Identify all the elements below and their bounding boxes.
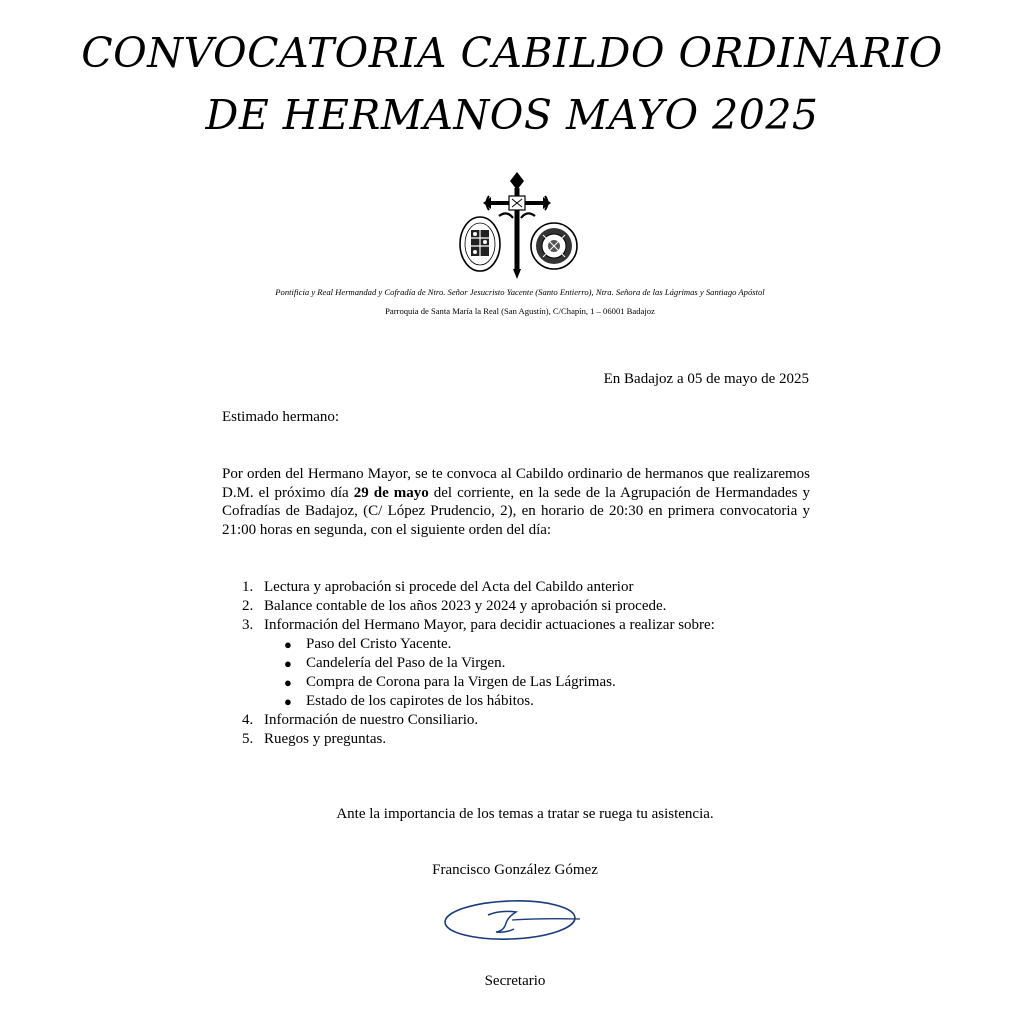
agenda-sub-list [222,635,715,711]
agenda-item-number: 1. [242,579,254,595]
agenda-sub-item [222,654,715,673]
greeting: Estimado hermano: [222,409,340,425]
agenda-item [222,597,715,616]
paragraph-text-end: del corriente, en la sede de la Agrupación de Hermandades y Cofradías de Badajoz, (C/ López Prudencio, 2), en horario de 20:30 en primera convocatoria y 21:00 horas en segunda, con el siguiente orden del día: [222,484,810,538]
title-line-1: CONVOCATORIA CABILDO ORDINARIO [81,29,943,77]
agenda-sub-item-text: Candelería del Paso de la Virgen. [306,655,506,671]
convocation-paragraph [222,465,810,539]
agenda-item [222,711,715,730]
agenda-list [222,578,715,749]
bullet-icon: ● [284,675,292,690]
closing-sentence: Ante la importancia de los temas a tratar se ruega tu asistencia. [336,806,714,822]
agenda-item-text: Balance contable de los años 2023 y 2024 y aprobación si procede. [264,598,667,614]
agenda-item [222,578,715,597]
meeting-date-highlight: 29 de mayo [353,484,429,501]
agenda-sub-item [222,635,715,654]
agenda-sub-item-text: Compra de Corona para la Virgen de Las Lágrimas. [306,674,616,690]
title-line-2: DE HERMANOS MAYO 2025 [205,91,819,139]
signer-name: Francisco González Gómez [432,862,598,878]
agenda-item-text: Lectura y aprobación si procede del Acta del Cabildo anterior [264,579,634,595]
agenda-item-text: Ruegos y preguntas. [264,731,387,747]
agenda-item-number: 4. [242,712,254,728]
agenda-item-number: 3. [242,617,254,633]
organization-name: Pontificia y Real Hermandad y Cofradía de Ntro. Señor Jesucristo Yacente (Santo Entierro), Ntra. Señora de las Lágrimas y Santiago Apóstol [275,287,765,297]
bullet-icon: ● [284,656,292,671]
paragraph-text-start: Por orden del Hermano Mayor, se te convoca al Cabildo ordinario de hermanos que realizaremos D.M. el próximo día [222,466,810,501]
agenda-item-number: 2. [242,598,254,614]
handwritten-signature-icon [440,893,585,948]
signer-role: Secretario [484,973,546,989]
letter-date: En Badajoz a 05 de mayo de 2025 [603,371,809,387]
agenda-sub-list-wrapper [222,635,715,711]
brotherhood-crest-icon [455,168,580,280]
agenda-sub-item-text: Estado de los capirotes de los hábitos. [306,693,534,709]
bullet-icon: ● [284,637,292,652]
agenda-sub-item-text: Paso del Cristo Yacente. [306,636,452,652]
agenda-item-text: Información del Hermano Mayor, para decidir actuaciones a realizar sobre: [264,617,715,633]
organization-address: Parroquia de Santa María la Real (San Agustín), C/Chapín, 1 – 06001 Badajoz [385,306,655,316]
agenda-item-number: 5. [242,731,254,747]
document-title [0,22,1024,146]
agenda-item [222,616,715,635]
agenda-sub-item [222,673,715,692]
agenda-item [222,730,715,749]
agenda-sub-item [222,692,715,711]
agenda-item-text: Información de nuestro Consiliario. [264,712,479,728]
bullet-icon: ● [284,694,292,709]
